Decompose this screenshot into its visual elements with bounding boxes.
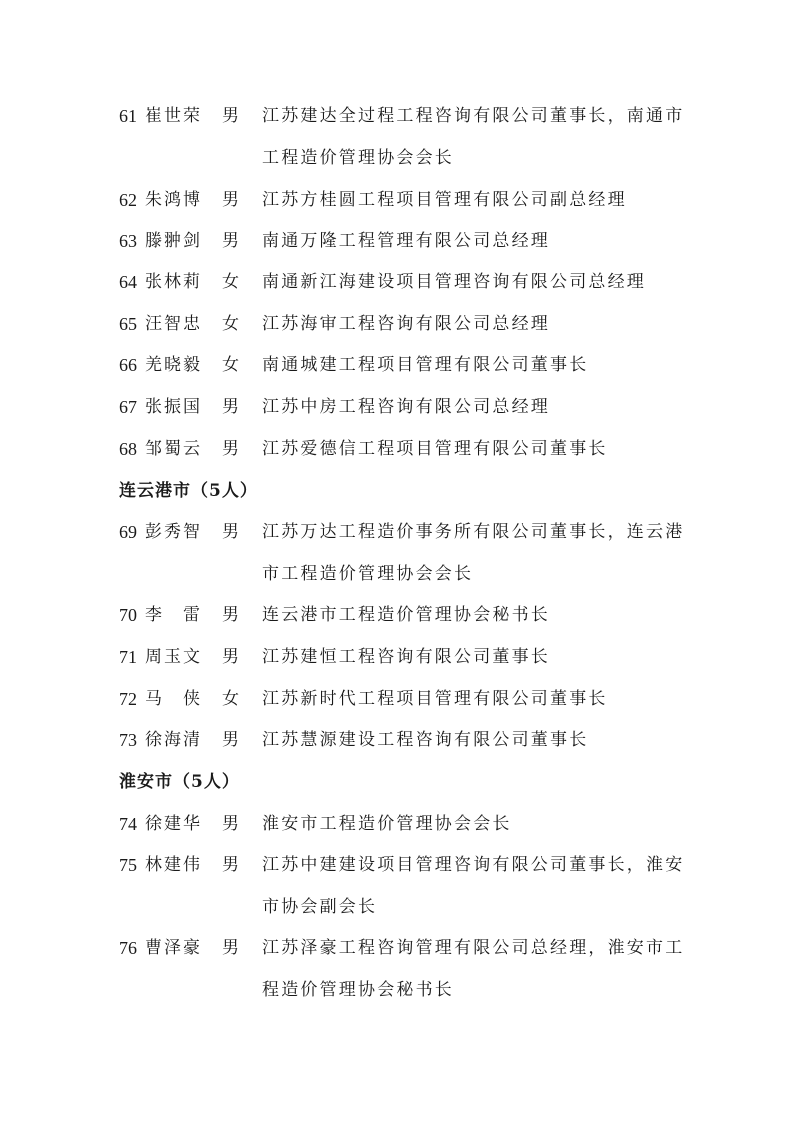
entry-description: 连云港市工程造价管理协会秘书长 xyxy=(262,605,550,625)
entry-gender: 男 xyxy=(222,938,239,958)
entry-description: 江苏建恒工程咨询有限公司董事长 xyxy=(262,647,550,667)
entry-gender: 男 xyxy=(222,439,239,459)
list-item xyxy=(0,853,793,894)
list-item xyxy=(0,520,793,561)
entry-description: 江苏中房工程咨询有限公司总经理 xyxy=(262,397,550,417)
entry-description: 江苏慧源建设工程咨询有限公司董事长 xyxy=(262,730,589,750)
entry-description: 南通万隆工程管理有限公司总经理 xyxy=(262,231,550,251)
entry-number: 62 xyxy=(119,190,137,210)
entry-gender: 男 xyxy=(222,522,239,542)
entry-number: 70 xyxy=(119,605,137,625)
section-heading-huaian: 淮安市（5人） xyxy=(119,772,240,792)
entry-description: 江苏泽豪工程咨询管理有限公司总经理，淮安市工 xyxy=(262,938,685,958)
entry-description-continued: 工程造价管理协会会长 xyxy=(262,148,454,168)
entry-name: 羌晓毅 xyxy=(145,355,202,375)
list-item xyxy=(0,229,793,270)
entry-description: 南通新江海建设项目管理咨询有限公司总经理 xyxy=(262,272,646,292)
entry-description-continued: 程造价管理协会秘书长 xyxy=(262,980,454,1000)
entry-gender: 男 xyxy=(222,190,239,210)
entry-description: 南通城建工程项目管理有限公司董事长 xyxy=(262,355,589,375)
entry-number: 67 xyxy=(119,397,137,417)
list-item xyxy=(0,353,793,394)
entry-name: 李 雷 xyxy=(145,605,202,625)
entry-number: 74 xyxy=(119,814,137,834)
entry-gender: 女 xyxy=(222,355,239,375)
entry-gender: 男 xyxy=(222,647,239,667)
entry-description: 江苏方桂圆工程项目管理有限公司副总经理 xyxy=(262,190,627,210)
entry-name: 张林莉 xyxy=(145,272,202,292)
entry-gender: 女 xyxy=(222,314,239,334)
entry-name: 周玉文 xyxy=(145,647,202,667)
entry-name: 彭秀智 xyxy=(145,522,202,542)
entry-number: 65 xyxy=(119,314,137,334)
entry-gender: 男 xyxy=(222,855,239,875)
entry-number: 64 xyxy=(119,272,137,292)
entry-description-continued: 市协会副会长 xyxy=(262,897,378,917)
list-item xyxy=(0,645,793,686)
entry-description: 江苏万达工程造价事务所有限公司董事长，连云港 xyxy=(262,522,685,542)
entry-number: 71 xyxy=(119,647,137,667)
list-item xyxy=(0,812,793,853)
entry-name: 邹蜀云 xyxy=(145,439,202,459)
entry-gender: 男 xyxy=(222,605,239,625)
entry-gender: 男 xyxy=(222,106,239,126)
list-item xyxy=(0,104,793,145)
list-item xyxy=(0,603,793,644)
list-item xyxy=(0,270,793,311)
entry-number: 61 xyxy=(119,106,137,126)
entry-description: 江苏中建建设项目管理咨询有限公司董事长，淮安 xyxy=(262,855,685,875)
entry-number: 72 xyxy=(119,689,137,709)
entry-number: 68 xyxy=(119,439,137,459)
entry-gender: 男 xyxy=(222,397,239,417)
entry-number: 69 xyxy=(119,522,137,542)
entry-number: 63 xyxy=(119,231,137,251)
entry-gender: 女 xyxy=(222,272,239,292)
entry-number: 75 xyxy=(119,855,137,875)
entry-description: 江苏建达全过程工程咨询有限公司董事长，南通市 xyxy=(262,106,685,126)
entry-name: 滕翀剑 xyxy=(145,231,202,251)
entry-gender: 男 xyxy=(222,814,239,834)
entry-description: 江苏新时代工程项目管理有限公司董事长 xyxy=(262,689,608,709)
entry-number: 76 xyxy=(119,938,137,958)
entry-description: 淮安市工程造价管理协会会长 xyxy=(262,814,512,834)
list-item xyxy=(0,936,793,977)
entry-name: 马 侠 xyxy=(145,689,202,709)
list-item xyxy=(0,728,793,769)
entry-number: 66 xyxy=(119,355,137,375)
entry-name: 汪智忠 xyxy=(145,314,202,334)
entry-gender: 女 xyxy=(222,689,239,709)
entry-name: 张振国 xyxy=(145,397,202,417)
entry-description: 江苏海审工程咨询有限公司总经理 xyxy=(262,314,550,334)
list-item xyxy=(0,312,793,353)
entry-gender: 男 xyxy=(222,730,239,750)
entry-name: 朱鸿博 xyxy=(145,190,202,210)
entry-name: 曹泽豪 xyxy=(145,938,202,958)
entry-name: 徐海清 xyxy=(145,730,202,750)
entry-number: 73 xyxy=(119,730,137,750)
entry-description: 江苏爱德信工程项目管理有限公司董事长 xyxy=(262,439,608,459)
list-item xyxy=(0,437,793,478)
entry-name: 徐建华 xyxy=(145,814,202,834)
list-item xyxy=(0,188,793,229)
entry-description-continued: 市工程造价管理协会会长 xyxy=(262,564,474,584)
list-item xyxy=(0,395,793,436)
list-item xyxy=(0,687,793,728)
entry-gender: 男 xyxy=(222,231,239,251)
entry-name: 林建伟 xyxy=(145,855,202,875)
entry-name: 崔世荣 xyxy=(145,106,202,126)
section-heading-lianyungang: 连云港市（5人） xyxy=(119,481,258,501)
